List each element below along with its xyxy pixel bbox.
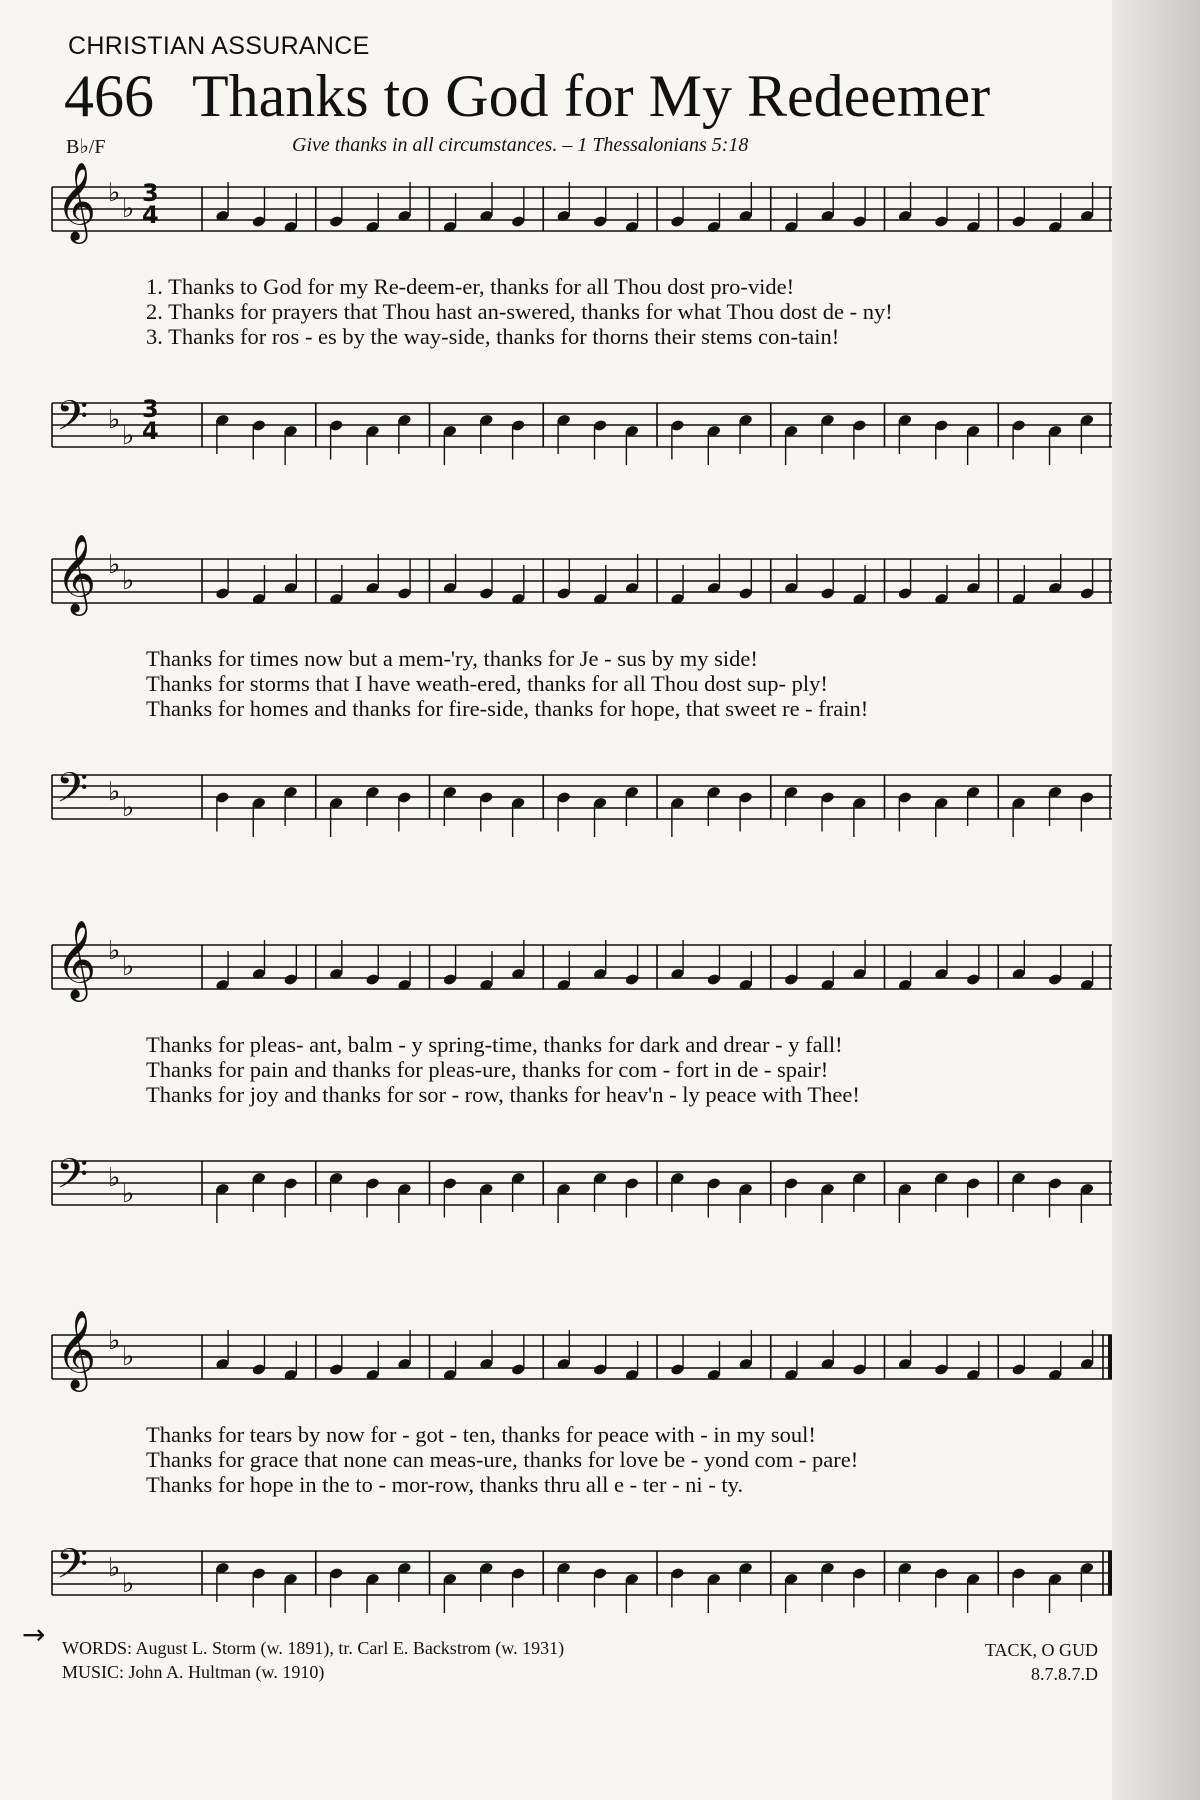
flat-icon: ♭ bbox=[108, 1163, 121, 1193]
treble-staff bbox=[52, 558, 1112, 628]
treble-clef-icon: 𝄞 bbox=[56, 920, 97, 999]
bass-clef-icon: 𝄢 bbox=[56, 392, 89, 450]
bass-staff bbox=[52, 1550, 1112, 1620]
flat-icon: ♭ bbox=[122, 1342, 135, 1372]
treble-clef-icon: 𝄞 bbox=[56, 162, 97, 241]
flat-icon: ♭ bbox=[122, 793, 135, 823]
bass-clef-icon: 𝄢 bbox=[56, 1540, 89, 1598]
flat-icon: ♭ bbox=[108, 178, 121, 208]
time-signature: 3 4 bbox=[142, 179, 159, 229]
flat-icon: ♭ bbox=[122, 566, 135, 596]
flat-icon: ♭ bbox=[122, 421, 135, 451]
pointer-arrow-mark: → bbox=[22, 1618, 46, 1651]
tune-info bbox=[985, 1638, 1098, 1686]
treble-staff bbox=[52, 1334, 1112, 1404]
bass-staff bbox=[52, 774, 1112, 844]
bass-clef-icon: 𝄢 bbox=[56, 1150, 89, 1208]
hymn-number: 466 bbox=[64, 63, 154, 129]
lyric-line: Thanks for homes and thanks for fire-side, thanks for hope, that sweet re - frain! bbox=[146, 696, 869, 721]
flat-icon: ♭ bbox=[108, 936, 121, 966]
flat-icon: ♭ bbox=[108, 1553, 121, 1583]
hymn-title: Thanks to God for My Redeemer bbox=[192, 63, 991, 129]
flat-icon: ♭ bbox=[108, 1326, 121, 1356]
lyric-line: 3. Thanks for ros - es by the way-side, thanks for thorns their stems con-tain! bbox=[146, 324, 840, 349]
flat-icon: ♭ bbox=[108, 777, 121, 807]
lyric-line: Thanks for pain and thanks for pleas-ure, thanks for com - fort in de - spair! bbox=[146, 1057, 829, 1082]
flat-icon: ♭ bbox=[122, 952, 135, 982]
credits bbox=[62, 1636, 564, 1684]
treble-clef-icon: 𝄞 bbox=[56, 534, 97, 613]
lyric-line: 1. Thanks to God for my Re-deem-er, thanks for all Thou dost pro-vide! bbox=[146, 274, 795, 299]
time-signature: 3 4 bbox=[142, 395, 159, 445]
bass-staff bbox=[52, 1160, 1112, 1230]
words-credit: WORDS: August L. Storm (w. 1891), tr. Carl E. Backstrom (w. 1931) bbox=[62, 1638, 565, 1658]
lyric-line: Thanks for times now but a mem-'ry, thanks for Je - sus by my side! bbox=[146, 646, 758, 671]
key-signature-label: B♭/F bbox=[66, 136, 106, 158]
flat-icon: ♭ bbox=[108, 550, 121, 580]
flat-icon: ♭ bbox=[122, 1569, 135, 1599]
treble-clef-icon: 𝄞 bbox=[56, 1310, 97, 1389]
lyric-line: Thanks for grace that none can meas-ure, thanks for love be - yond com - pare! bbox=[146, 1447, 859, 1472]
section-heading: CHRISTIAN ASSURANCE bbox=[68, 32, 370, 60]
lyric-line: Thanks for tears by now for - got - ten, thanks for peace with - in my soul! bbox=[146, 1422, 816, 1447]
page-edge bbox=[1112, 0, 1200, 1800]
lyric-line: Thanks for pleas- ant, balm - y spring-time, thanks for dark and drear - y fall! bbox=[146, 1032, 843, 1057]
treble-staff bbox=[52, 186, 1112, 256]
treble-staff bbox=[52, 944, 1112, 1014]
tune-name: TACK, O GUD bbox=[984, 1640, 1098, 1660]
bass-staff bbox=[52, 402, 1112, 472]
flat-icon: ♭ bbox=[108, 405, 121, 435]
flat-icon: ♭ bbox=[122, 1179, 135, 1209]
lyric-line: Thanks for joy and thanks for sor - row, thanks for heav'n - ly peace with Thee! bbox=[146, 1082, 860, 1107]
meter: 8.7.8.7.D bbox=[1031, 1664, 1098, 1684]
lyric-line: 2. Thanks for prayers that Thou hast an-swered, thanks for what Thou dost de - ny! bbox=[146, 299, 893, 324]
lyric-line: Thanks for hope in the to - mor-row, thanks thru all e - ter - ni - ty. bbox=[146, 1472, 744, 1497]
bass-clef-icon: 𝄢 bbox=[56, 764, 89, 822]
scripture-epigraph: Give thanks in all circumstances. – 1 Thessalonians 5:18 bbox=[292, 134, 749, 156]
flat-icon: ♭ bbox=[122, 194, 135, 224]
lyric-line: Thanks for storms that I have weath-ered, thanks for all Thou dost sup- ply! bbox=[146, 671, 828, 696]
music-credit: MUSIC: John A. Hultman (w. 1910) bbox=[62, 1662, 325, 1682]
